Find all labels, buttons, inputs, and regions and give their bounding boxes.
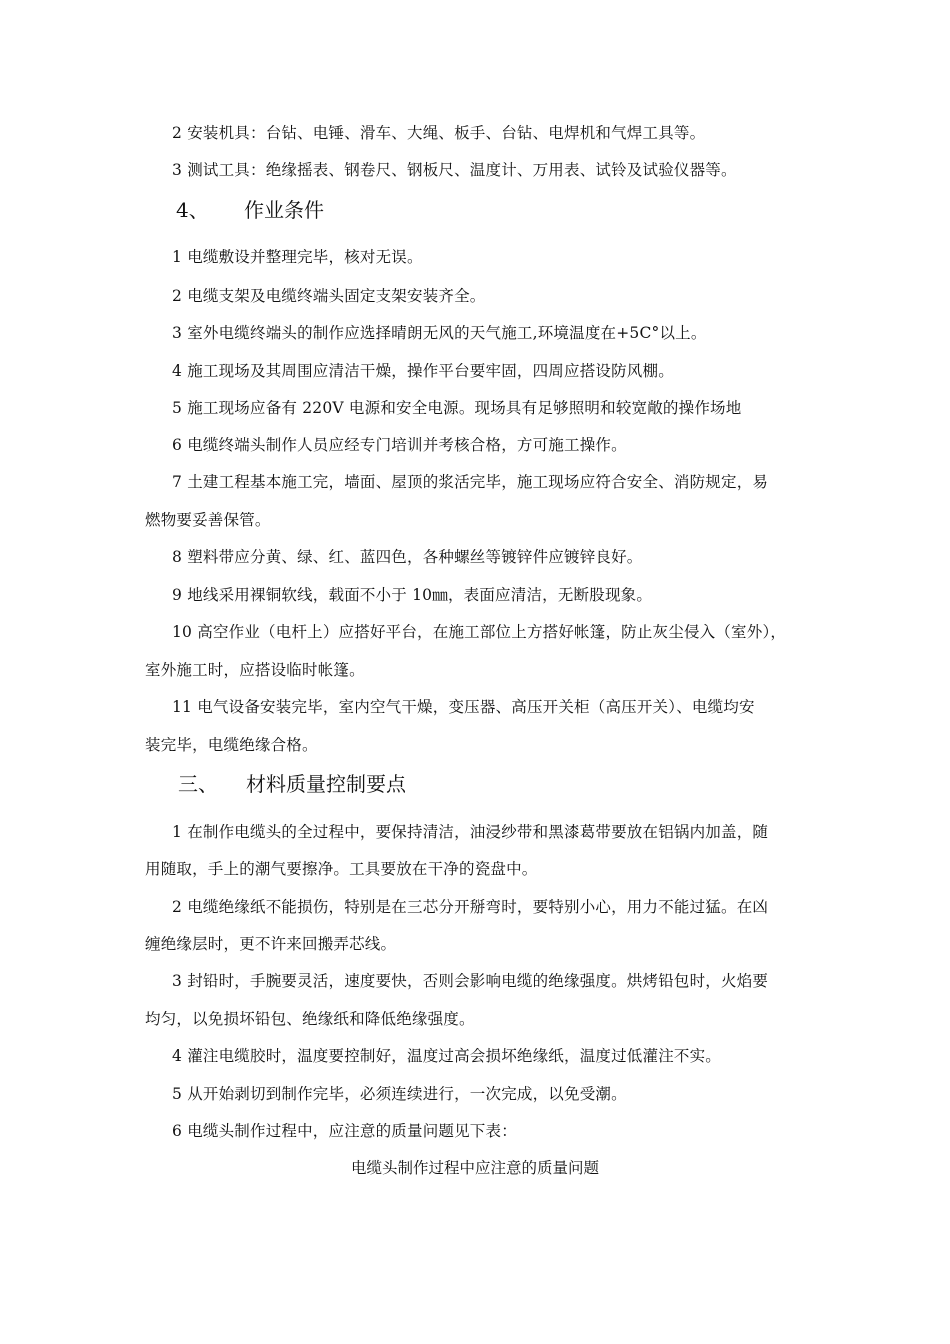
condition-line: 11 电气设备安装完毕，室内空气干燥，变压器、高压开关柜（高压开关）、电缆均安 bbox=[172, 698, 755, 716]
condition-line: 4 施工现场及其周围应清洁干燥，操作平台要牢固，四周应搭设防风棚。 bbox=[172, 362, 674, 380]
section-4-number: 4、 bbox=[176, 198, 209, 222]
quality-line-continued: 均匀，以免损坏铅包、绝缘纸和降低绝缘强度。 bbox=[145, 1010, 475, 1028]
condition-line: 8 塑料带应分黄、绿、红、蓝四色，各种螺丝等镀锌件应镀锌良好。 bbox=[172, 548, 643, 566]
quality-line: 1 在制作电缆头的全过程中，要保持清洁，油浸纱带和黑漆葛带要放在铝锅内加盖，随 bbox=[172, 823, 769, 841]
condition-line: 10 高空作业（电杆上）应搭好平台，在施工部位上方搭好帐篷，防止灰尘侵入（室外）， bbox=[172, 623, 787, 641]
condition-line: 3 室外电缆终端头的制作应选择晴朗无风的天气施工,环境温度在+5C°以上。 bbox=[172, 324, 707, 342]
condition-line: 2 电缆支架及电缆终端头固定支架安装齐全。 bbox=[172, 287, 486, 305]
quality-line-continued: 用随取，手上的潮气要擦净。工具要放在干净的瓷盘中。 bbox=[145, 860, 538, 878]
quality-line: 2 电缆绝缘纸不能损伤，特别是在三芯分开掰弯时，要特别小心，用力不能过猛。在凶 bbox=[172, 898, 769, 916]
quality-line: 3 封铅时，手腕要灵活，速度要快，否则会影响电缆的绝缘强度。烘烤铅包时，火焰要 bbox=[172, 972, 769, 990]
section-3-title: 材料质量控制要点 bbox=[246, 772, 406, 796]
quality-line: 6 电缆头制作过程中，应注意的质量问题见下表： bbox=[172, 1122, 517, 1140]
section-3-number: 三、 bbox=[178, 772, 218, 796]
condition-line-continued: 室外施工时，应搭设临时帐篷。 bbox=[145, 661, 365, 679]
condition-line: 6 电缆终端头制作人员应经专门培训并考核合格，方可施工操作。 bbox=[172, 436, 627, 454]
section-4-title: 作业条件 bbox=[244, 198, 324, 222]
condition-line: 1 电缆敷设并整理完毕，核对无误。 bbox=[172, 248, 423, 266]
quality-line: 4 灌注电缆胶时，温度要控制好，温度过高会损坏绝缘纸，温度过低灌注不实。 bbox=[172, 1047, 721, 1065]
condition-line: 5 施工现场应备有 220V 电源和安全电源。现场具有足够照明和较宽敞的操作场地 bbox=[172, 399, 742, 417]
condition-line-continued: 装完毕，电缆绝缘合格。 bbox=[145, 736, 318, 754]
table-caption: 电缆头制作过程中应注意的质量问题 bbox=[350, 1159, 599, 1177]
quality-line: 5 从开始剥切到制作完毕，必须连续进行，一次完成，以免受潮。 bbox=[172, 1085, 627, 1103]
condition-line: 9 地线采用裸铜软线，载面不小于 10㎜，表面应清洁，无断股现象。 bbox=[172, 586, 653, 604]
condition-line-continued: 燃物要妥善保管。 bbox=[145, 511, 271, 529]
tools-line-2: 3 测试工具：绝缘摇表、钢卷尺、钢板尺、温度计、万用表、试铃及试验仪器等。 bbox=[172, 161, 737, 179]
condition-line: 7 土建工程基本施工完，墙面、屋顶的浆活完毕，施工现场应符合安全、消防规定，易 bbox=[172, 473, 769, 491]
quality-line-continued: 缠绝缘层时，更不许来回搬弄芯线。 bbox=[145, 935, 397, 953]
tools-line-1: 2 安装机具：台钻、电锤、滑车、大绳、板手、台钻、电焊机和气焊工具等。 bbox=[172, 124, 706, 142]
